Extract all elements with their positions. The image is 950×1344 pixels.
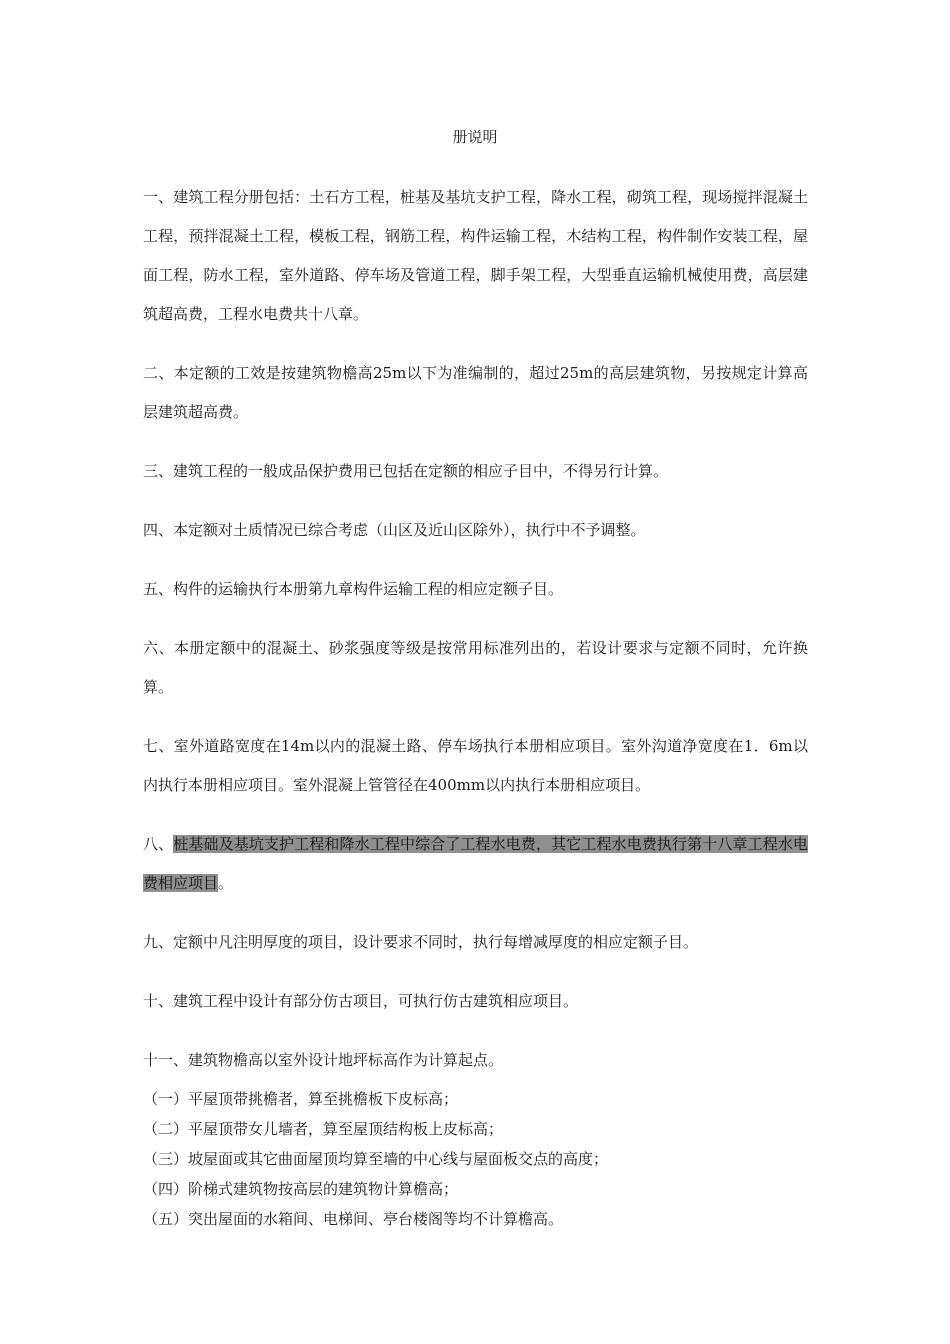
- paragraph-11-item-4: （四）阶梯式建筑物按高层的建筑物计算檐高；: [143, 1180, 459, 1198]
- paragraph-8: [143, 825, 808, 903]
- paragraph-11-item-5: （五）突出屋面的水箱间、电梯间、亭台楼阁等均不计算檐高。: [143, 1210, 564, 1228]
- document-title: 册说明: [452, 128, 498, 146]
- paragraph-1: 一、建筑工程分册包括：土石方工程，桩基及基坑支护工程，降水工程，砌筑工程，现场搅拌混凝土工程，预拌混凝土工程，模板工程，钢筋工程，构件运输工程，木结构工程，构件制作安装工程，屋面工程，防水工程，室外道路、停车场及管道工程，脚手架工程，大型垂直运输机械使用费，高层建筑超高费，工程水电费共十八章。: [143, 188, 808, 323]
- document-body: [143, 178, 808, 1234]
- paragraph-3: 三、建筑工程的一般成品保护费用已包括在定额的相应子目中，不得另行计算。: [143, 462, 669, 480]
- paragraph-11-item-3: （三）坡屋面或其它曲面屋顶均算至墙的中心线与屋面板交点的高度；: [143, 1150, 609, 1168]
- paragraph-4: 四、本定额对土质情况已综合考虑（山区及近山区除外），执行中不予调整。: [143, 521, 646, 539]
- paragraph-11-item-1: （一）平屋顶带挑檐者，算至挑檐板下皮标高；: [143, 1090, 459, 1108]
- paragraph-9: 九、定额中凡注明厚度的项目，设计要求不同时，执行每增减厚度的相应定额子目。: [143, 933, 699, 951]
- paragraph-5: 五、构件的运输执行本册第九章构件运输工程的相应定额子目。: [143, 580, 564, 598]
- paragraph-11-heading: 十一、建筑物檐高以室外设计地坪标高作为计算起点。: [143, 1051, 504, 1069]
- paragraph-6: 六、本册定额中的混凝土、砂浆强度等级是按常用标准列出的，若设计要求与定额不同时，允许换算。: [143, 639, 808, 696]
- paragraph-11-item-2: （二）平屋顶带女儿墙者，算至屋顶结构板上皮标高；: [143, 1120, 504, 1138]
- paragraph-8-prefix: 八、: [143, 835, 174, 853]
- paragraph-7: 七、室外道路宽度在14m以内的混凝土路、停车场执行本册相应项目。室外沟道净宽度在1．6m以内执行本册相应项目。室外混凝上管管径在400mm以内执行本册相应项目。: [143, 737, 808, 794]
- paragraph-10: 十、建筑工程中设计有部分仿古项目，可执行仿古建筑相应项目。: [143, 992, 579, 1010]
- paragraph-2: 二、本定额的工效是按建筑物檐高25m以下为准编制的，超过25m的高层建筑物，另按规定计算高层建筑超高费。: [143, 364, 808, 421]
- paragraph-8-highlighted-text: 桩基础及基坑支护工程和降水工程中综合了工程水电费，其它工程水电费执行第十八章工程水电费相应项目: [143, 835, 808, 892]
- paragraph-8-suffix: 。: [218, 874, 234, 892]
